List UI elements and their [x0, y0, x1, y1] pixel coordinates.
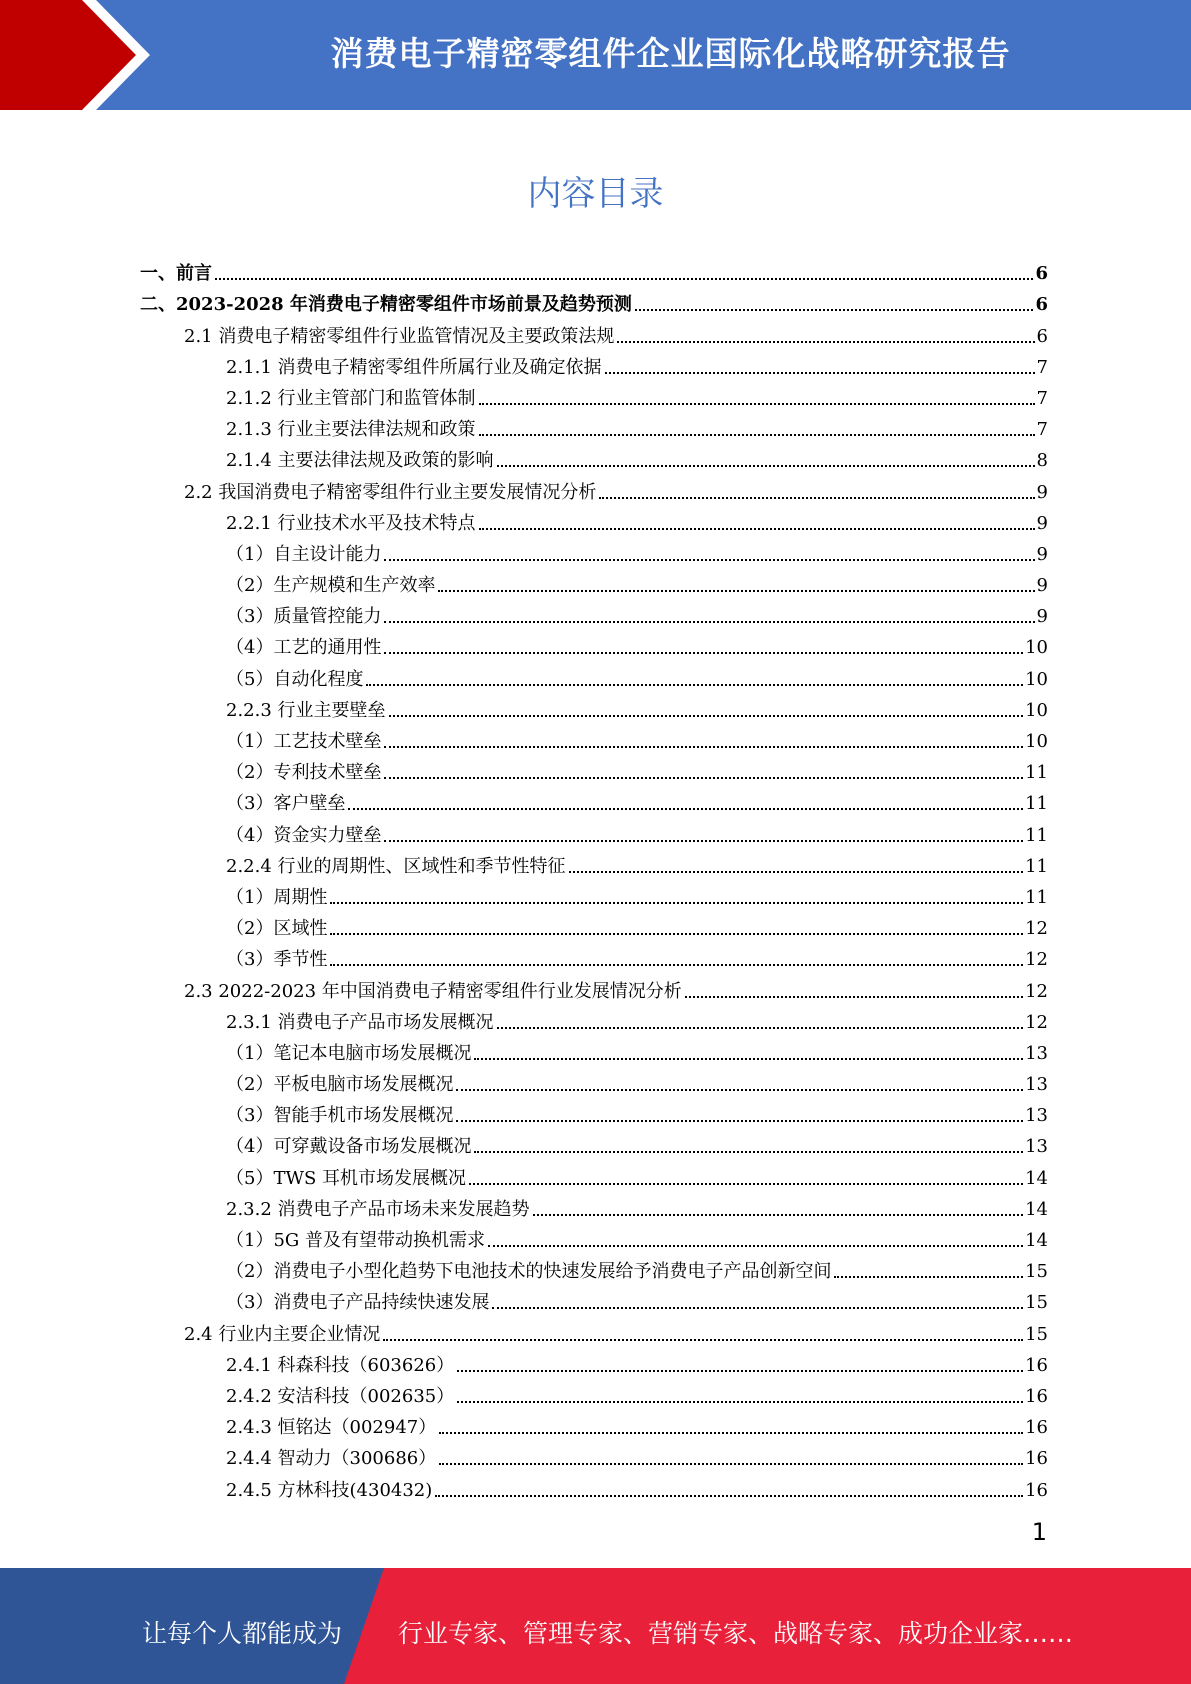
toc-entry[interactable] — [140, 472, 1048, 503]
toc-entry[interactable] — [140, 1283, 1048, 1314]
toc-entry-title: （3）智能手机市场发展概况 — [226, 1105, 454, 1127]
toc-entry-page: 13 — [1025, 1105, 1048, 1127]
toc-dot-leader — [474, 1057, 1023, 1060]
toc-entry-page: 12 — [1025, 980, 1048, 1002]
page-number: 1 — [1031, 1518, 1047, 1546]
toc-entry-title: （3）质量管控能力 — [226, 606, 382, 628]
toc-entry-page: 9 — [1036, 575, 1048, 597]
toc-entry-title: 二、2023-2028 年消费电子精密零组件市场前景及趋势预测 — [140, 294, 632, 316]
toc-dot-leader — [569, 870, 1024, 873]
toc-entry-page: 14 — [1025, 1167, 1048, 1189]
toc-dot-leader — [383, 1338, 1023, 1341]
toc-entry-title: 2.2 我国消费电子精密零组件行业主要发展情况分析 — [184, 481, 597, 503]
toc-entry-title: （4）可穿戴设备市场发展概况 — [226, 1136, 472, 1158]
toc-entry-page: 14 — [1025, 1198, 1048, 1220]
toc-entry[interactable] — [140, 535, 1048, 566]
toc-entry[interactable] — [140, 1065, 1048, 1096]
toc-entry[interactable] — [140, 410, 1048, 441]
toc-entry-page: 10 — [1025, 668, 1048, 690]
toc-entry-title: （3）季节性 — [226, 949, 328, 971]
toc-dot-leader — [497, 464, 1035, 467]
toc-entry[interactable] — [140, 597, 1048, 628]
footer-slogan-left: 让每个人都能成为 — [142, 1619, 343, 1648]
toc-dot-leader — [457, 1400, 1023, 1403]
toc-dot-leader — [366, 683, 1023, 686]
toc-entry[interactable] — [140, 628, 1048, 659]
toc-dot-leader — [605, 371, 1035, 374]
toc-dot-leader — [438, 589, 1034, 592]
toc-entry[interactable] — [140, 1190, 1048, 1221]
toc-entry[interactable] — [140, 1221, 1048, 1252]
toc-dot-leader — [599, 496, 1034, 499]
toc-entry-page: 7 — [1036, 419, 1048, 441]
toc-entry[interactable] — [140, 1127, 1048, 1158]
toc-dot-leader — [389, 714, 1024, 717]
toc-dot-leader — [456, 1119, 1023, 1122]
toc-entry[interactable] — [140, 1158, 1048, 1189]
toc-entry-title: 2.4.5 方林科技(430432) — [226, 1479, 433, 1501]
toc-entry-page: 10 — [1025, 699, 1048, 721]
toc-entry-page: 6 — [1035, 263, 1048, 285]
toc-dot-leader — [469, 1182, 1023, 1185]
toc-dot-leader — [457, 1369, 1023, 1372]
toc-entry[interactable] — [140, 1377, 1048, 1408]
toc-entry[interactable] — [140, 722, 1048, 753]
toc-entry-title: 2.3.2 消费电子产品市场未来发展趋势 — [226, 1198, 530, 1220]
toc-entry-title: （2）专利技术壁垒 — [226, 762, 382, 784]
toc-entry-title: （3）消费电子产品持续快速发展 — [226, 1292, 490, 1314]
toc-entry-title: 2.3.1 消费电子产品市场发展概况 — [226, 1011, 494, 1033]
toc-entry-page: 11 — [1025, 855, 1048, 877]
toc-dot-leader — [439, 1462, 1023, 1465]
toc-entry[interactable] — [140, 691, 1048, 722]
toc-entry-title: 2.1.2 行业主管部门和监管体制 — [226, 387, 476, 409]
toc-dot-leader — [348, 807, 1023, 810]
toc-dot-leader — [685, 995, 1023, 998]
toc-entry[interactable] — [140, 1408, 1048, 1439]
toc-entry-page: 12 — [1025, 949, 1048, 971]
toc-dot-leader — [330, 963, 1023, 966]
toc-dot-leader — [384, 620, 1034, 623]
toc-entry-page: 16 — [1025, 1417, 1048, 1439]
toc-entry-page: 11 — [1025, 762, 1048, 784]
toc-entry[interactable] — [140, 1034, 1048, 1065]
toc-entry-page: 13 — [1025, 1074, 1048, 1096]
toc-dot-leader — [439, 1431, 1023, 1434]
toc-entry-title: 一、前言 — [140, 263, 212, 285]
toc-entry-title: （2）消费电子小型化趋势下电池技术的快速发展给予消费电子产品创新空间 — [226, 1261, 832, 1283]
toc-entry-title: 2.4.4 智动力（300686） — [226, 1448, 437, 1470]
toc-entry-page: 12 — [1025, 1011, 1048, 1033]
toc-entry[interactable] — [140, 441, 1048, 472]
toc-entry[interactable] — [140, 1252, 1048, 1283]
toc-entry[interactable] — [140, 909, 1048, 940]
toc-entry[interactable] — [140, 940, 1048, 971]
toc-entry-page: 16 — [1025, 1479, 1048, 1501]
toc-entry-title: （5）TWS 耳机市场发展概况 — [226, 1167, 467, 1189]
toc-entry-page: 9 — [1036, 481, 1048, 503]
toc-dot-leader — [479, 527, 1035, 530]
toc-entry-title: 2.4 行业内主要企业情况 — [184, 1323, 381, 1345]
toc-entry[interactable] — [140, 316, 1048, 347]
toc-entry-page: 11 — [1025, 824, 1048, 846]
toc-entry[interactable] — [140, 348, 1048, 379]
toc-dot-leader — [215, 277, 1033, 280]
toc-entry-title: （1）笔记本电脑市场发展概况 — [226, 1042, 472, 1064]
toc-entry-title: （1）自主设计能力 — [226, 543, 382, 565]
toc-dot-leader — [617, 340, 1034, 343]
toc-entry-title: 2.1.4 主要法律法规及政策的影响 — [226, 450, 494, 472]
toc-entry-title: 2.1.1 消费电子精密零组件所属行业及确定依据 — [226, 356, 602, 378]
toc-dot-leader — [533, 1213, 1024, 1216]
toc-entry[interactable] — [140, 753, 1048, 784]
table-of-contents — [140, 254, 1048, 1502]
toc-dot-leader — [488, 1244, 1023, 1247]
toc-dot-leader — [384, 745, 1023, 748]
toc-entry-page: 15 — [1025, 1261, 1048, 1283]
toc-dot-leader — [330, 932, 1023, 935]
toc-entry[interactable] — [140, 504, 1048, 535]
toc-heading: 内容目录 — [527, 174, 664, 214]
toc-entry-title: 2.4.3 恒铭达（002947） — [226, 1417, 437, 1439]
toc-dot-leader — [384, 558, 1034, 561]
toc-entry-page: 15 — [1025, 1323, 1048, 1345]
toc-entry[interactable] — [140, 784, 1048, 815]
toc-entry-page: 9 — [1036, 606, 1048, 628]
toc-entry-title: 2.3 2022-2023 年中国消费电子精密零组件行业发展情况分析 — [184, 980, 682, 1002]
toc-entry-page: 13 — [1025, 1136, 1048, 1158]
toc-entry[interactable] — [140, 379, 1048, 410]
toc-entry[interactable] — [140, 1439, 1048, 1470]
header-banner — [0, 0, 1191, 110]
toc-entry-page: 15 — [1025, 1292, 1048, 1314]
toc-entry-page: 11 — [1025, 793, 1048, 815]
toc-entry[interactable] — [140, 1470, 1048, 1501]
toc-dot-leader — [435, 1494, 1023, 1497]
toc-entry-page: 6 — [1035, 294, 1048, 316]
toc-entry-title: 2.2.1 行业技术水平及技术特点 — [226, 512, 476, 534]
toc-entry-page: 8 — [1036, 450, 1048, 472]
toc-entry-title: （4）资金实力壁垒 — [226, 824, 382, 846]
toc-entry-page: 11 — [1025, 886, 1048, 908]
toc-entry-title: 2.2.3 行业主要壁垒 — [226, 699, 386, 721]
toc-entry-title: （4）工艺的通用性 — [226, 637, 382, 659]
toc-dot-leader — [384, 839, 1023, 842]
footer-slogan-right: 行业专家、管理专家、营销专家、战略专家、成功企业家…… — [398, 1619, 1074, 1648]
toc-dot-leader — [492, 1306, 1023, 1309]
toc-entry[interactable] — [140, 659, 1048, 690]
toc-entry[interactable] — [140, 1003, 1048, 1034]
toc-entry-title: （5）自动化程度 — [226, 668, 364, 690]
toc-entry[interactable] — [140, 254, 1048, 285]
toc-dot-leader — [384, 651, 1023, 654]
footer-banner — [0, 1568, 1191, 1684]
toc-entry[interactable] — [140, 1096, 1048, 1127]
toc-entry-page: 12 — [1025, 918, 1048, 940]
toc-entry-title: （2）平板电脑市场发展概况 — [226, 1074, 454, 1096]
toc-entry-page: 9 — [1036, 543, 1048, 565]
toc-dot-leader — [497, 1026, 1024, 1029]
toc-dot-leader — [474, 1150, 1023, 1153]
toc-entry-page: 7 — [1036, 356, 1048, 378]
report-title: 消费电子精密零组件企业国际化战略研究报告 — [330, 34, 1011, 73]
toc-dot-leader — [479, 433, 1035, 436]
toc-dot-leader — [635, 308, 1034, 311]
toc-entry-page: 7 — [1036, 387, 1048, 409]
toc-entry[interactable] — [140, 971, 1048, 1002]
toc-entry-page: 13 — [1025, 1042, 1048, 1064]
toc-entry-title: （2）生产规模和生产效率 — [226, 575, 436, 597]
toc-entry[interactable] — [140, 878, 1048, 909]
toc-entry-page: 14 — [1025, 1230, 1048, 1251]
toc-entry-page: 6 — [1036, 325, 1048, 347]
toc-entry-title: 2.4.2 安洁科技（002635） — [226, 1385, 455, 1407]
toc-entry-title: （1）工艺技术壁垒 — [226, 731, 382, 752]
toc-dot-leader — [456, 1088, 1023, 1091]
toc-entry-title: 2.1.3 行业主要法律法规和政策 — [226, 419, 476, 441]
toc-entry[interactable] — [140, 847, 1048, 878]
toc-entry-page: 10 — [1025, 637, 1048, 659]
toc-entry-title: 2.1 消费电子精密零组件行业监管情况及主要政策法规 — [184, 325, 615, 347]
toc-entry-title: （3）客户壁垒 — [226, 793, 346, 815]
toc-entry[interactable] — [140, 566, 1048, 597]
toc-entry[interactable] — [140, 815, 1048, 846]
toc-entry-page: 16 — [1025, 1448, 1048, 1470]
toc-dot-leader — [834, 1275, 1023, 1278]
header-chevron-decoration — [0, 0, 160, 110]
toc-entry-page: 16 — [1025, 1385, 1048, 1407]
toc-dot-leader — [479, 402, 1035, 405]
toc-entry-title: （1）周期性 — [226, 886, 328, 908]
toc-entry[interactable] — [140, 1314, 1048, 1345]
toc-dot-leader — [330, 901, 1023, 904]
toc-dot-leader — [384, 776, 1023, 779]
toc-entry[interactable] — [140, 1346, 1048, 1377]
toc-entry-title: （2）区域性 — [226, 918, 328, 940]
toc-entry-page: 16 — [1025, 1354, 1048, 1376]
toc-entry-title: 2.2.4 行业的周期性、区域性和季节性特征 — [226, 855, 566, 877]
toc-entry-title: （1）5G 普及有望带动换机需求 — [226, 1230, 486, 1251]
toc-entry-page: 9 — [1036, 512, 1048, 534]
toc-entry-title: 2.4.1 科森科技（603626） — [226, 1354, 455, 1376]
toc-entry[interactable] — [140, 285, 1048, 316]
toc-entry-page: 10 — [1025, 731, 1048, 752]
